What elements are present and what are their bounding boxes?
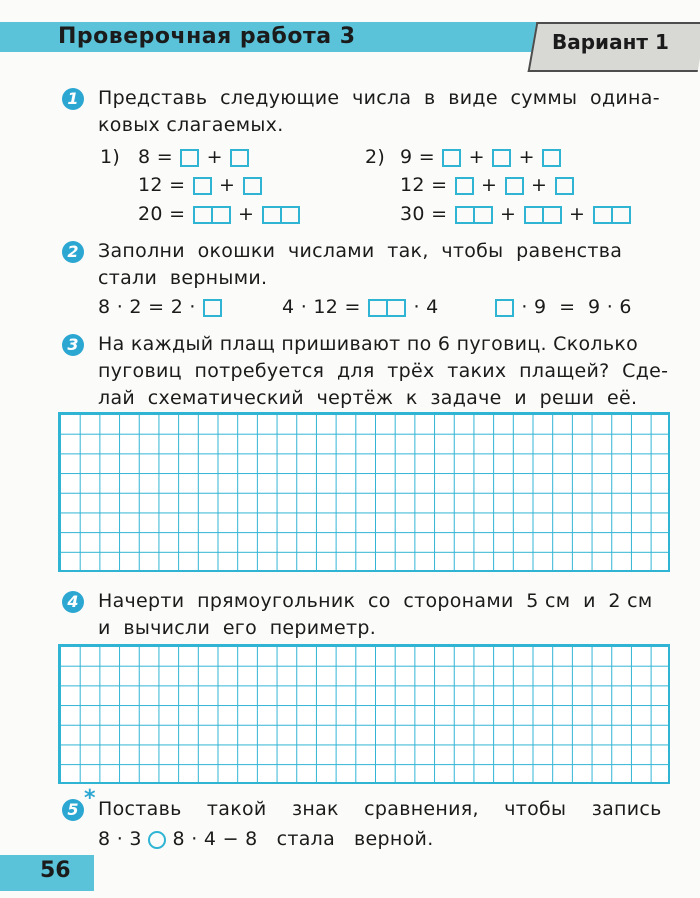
expression-text: 4 · 12 = xyxy=(282,296,361,318)
plus: + xyxy=(530,174,548,196)
task-2-expression-2 xyxy=(282,294,439,321)
plus: + xyxy=(468,146,485,168)
answer-box[interactable] xyxy=(555,177,574,195)
answer-box[interactable] xyxy=(524,206,562,224)
task-1-text-line-2: ковых слагаемых. xyxy=(98,114,284,136)
variant-label: Вариант 1 xyxy=(552,30,669,54)
answer-box[interactable] xyxy=(505,177,524,195)
task-1-row xyxy=(400,201,632,228)
task-1-part2-label: 2) xyxy=(365,146,386,168)
plus: + xyxy=(238,203,255,225)
star-icon: * xyxy=(84,786,96,811)
plus: + xyxy=(206,146,223,168)
task-3-badge: 3 xyxy=(62,334,84,356)
answer-box[interactable] xyxy=(495,299,514,317)
task-3-text-line-2: пуговиц потребуется для трёх таких плащей? Сде- xyxy=(98,360,669,382)
answer-box[interactable] xyxy=(442,149,461,167)
plus: + xyxy=(481,174,498,196)
number: 12 xyxy=(400,174,425,196)
task-1-row xyxy=(400,172,575,199)
equals: = xyxy=(169,203,186,225)
equals: = xyxy=(169,174,186,196)
task-4-text-line-1: Начерти прямоугольник со сторонами 5 см и 2 см xyxy=(98,590,653,612)
equals: = xyxy=(156,146,173,168)
task-1-badge: 1 xyxy=(62,88,84,110)
answer-box[interactable] xyxy=(492,149,511,167)
task-2-text-line-2: стали верными. xyxy=(98,267,268,289)
task-4-badge: 4 xyxy=(62,591,84,613)
task-3-text-line-3: лай схематический чертёж к задаче и реши её. xyxy=(98,387,638,409)
task-2-expression-1 xyxy=(98,294,223,321)
answer-box[interactable] xyxy=(368,299,406,317)
answer-box[interactable] xyxy=(542,149,561,167)
expression-text: 8 · 2 = 2 · xyxy=(98,296,196,318)
page-title: Проверочная работа 3 xyxy=(58,24,356,49)
task-1-row xyxy=(138,144,250,171)
answer-box[interactable] xyxy=(262,206,300,224)
answer-box[interactable] xyxy=(593,206,631,224)
number: 9 xyxy=(400,146,413,168)
expression-text: · 9 = 9 · 6 xyxy=(521,296,632,318)
plus: + xyxy=(568,203,586,225)
number: 20 xyxy=(138,203,163,225)
answer-box[interactable] xyxy=(203,299,222,317)
task-1-row xyxy=(400,144,562,171)
task-5-text-line-1: Поставь такой знак сравнения, чтобы запись xyxy=(98,798,662,820)
task-4-text-line-2: и вычисли его периметр. xyxy=(98,617,377,639)
task-1-row xyxy=(138,172,263,199)
task-2-badge: 2 xyxy=(62,241,84,263)
answer-box[interactable] xyxy=(180,149,199,167)
task-1-text-line-1: Представь следующие числа в виде суммы одина- xyxy=(98,87,660,109)
answer-box[interactable] xyxy=(455,177,474,195)
task-2-text-line-1: Заполни окошки числами так, чтобы равенства xyxy=(98,240,623,262)
answer-box[interactable] xyxy=(193,177,212,195)
comparison-circle[interactable] xyxy=(148,831,166,849)
task-3-text-line-1: На каждый плащ пришивают по 6 пуговиц. Сколько xyxy=(98,333,639,355)
page-number: 56 xyxy=(40,858,71,883)
answer-box[interactable] xyxy=(455,206,493,224)
task-1-part1-label: 1) xyxy=(100,146,121,168)
plus: + xyxy=(518,146,535,168)
task-4-answer-grid[interactable] xyxy=(58,644,670,784)
task-5-expression xyxy=(98,826,434,853)
answer-box[interactable] xyxy=(243,177,262,195)
expression-text: 8 · 4 − 8 стала верной. xyxy=(172,828,434,850)
equals: = xyxy=(431,203,448,225)
task-3-answer-grid[interactable] xyxy=(58,412,670,572)
number: 8 xyxy=(138,146,151,168)
plus: + xyxy=(500,203,517,225)
number: 30 xyxy=(400,203,425,225)
task-1-row xyxy=(138,201,301,228)
task-2-expression-3 xyxy=(494,294,632,321)
expression-text: 8 · 3 xyxy=(98,828,142,850)
number: 12 xyxy=(138,174,163,196)
answer-box[interactable] xyxy=(230,149,249,167)
plus: + xyxy=(219,174,236,196)
equals: = xyxy=(418,146,435,168)
expression-text: · 4 xyxy=(413,296,439,318)
answer-box[interactable] xyxy=(193,206,231,224)
equals: = xyxy=(431,174,448,196)
task-5-badge: 5 xyxy=(62,799,84,821)
